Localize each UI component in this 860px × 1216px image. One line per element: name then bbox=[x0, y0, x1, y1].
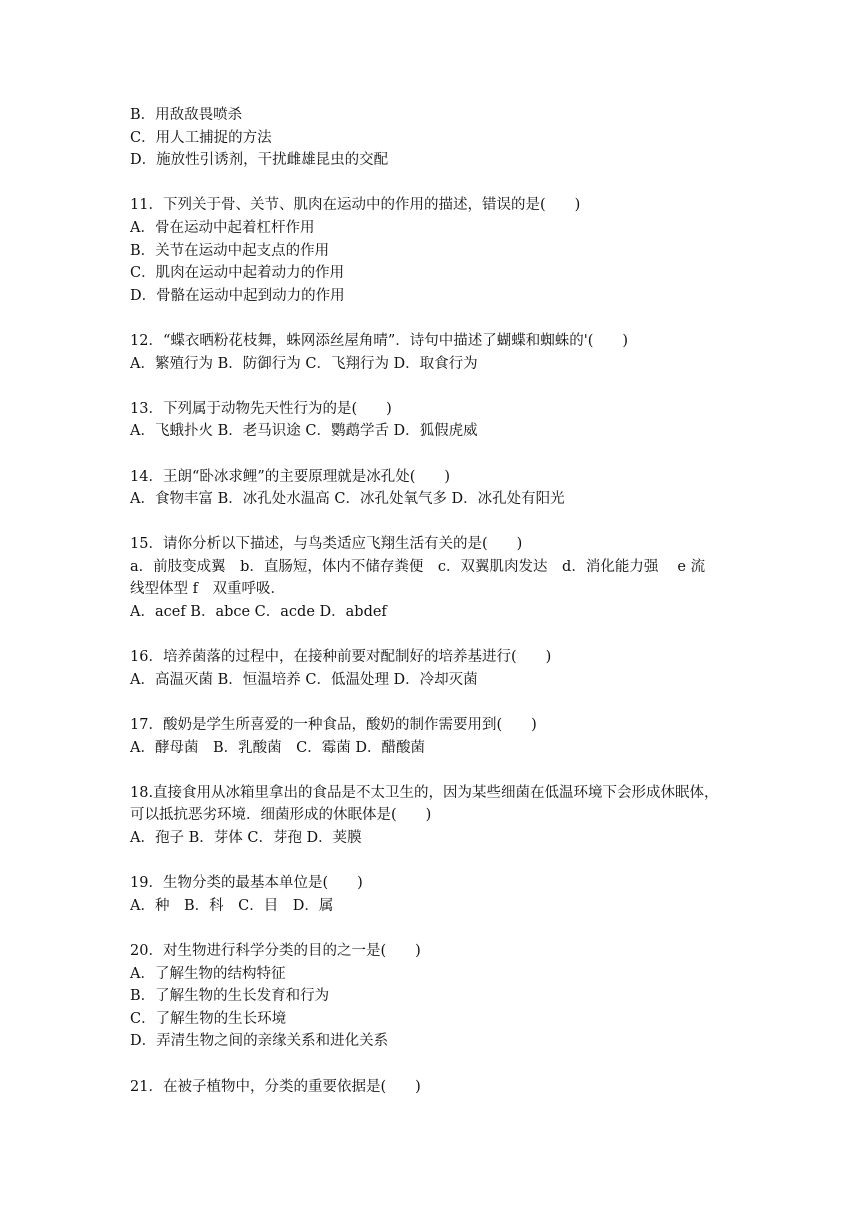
q19-options: A．种 B．科 C．目 D．属 bbox=[130, 897, 334, 914]
spacer bbox=[130, 1053, 730, 1076]
q14-stem: 14．王朗“卧冰求鲤”的主要原理就是冰孔处( ) bbox=[130, 468, 451, 485]
spacer bbox=[130, 307, 730, 330]
q13-stem: 13．下列属于动物先天性行为的是( ) bbox=[130, 400, 392, 417]
q12-options: A．繁殖行为 B．防御行为 C．飞翔行为 D．取食行为 bbox=[130, 355, 478, 372]
q12-stem: 12．“蝶衣晒粉花枝舞，蛛网添丝屋角晴”．诗句中描述了蝴蝶和蜘蛛的'( ) bbox=[130, 332, 629, 349]
spacer bbox=[130, 917, 730, 940]
q10-option-c: C．用人工捕捉的方法 bbox=[130, 129, 272, 146]
q18-stem-line-2: 可以抵抗恶劣环境．细菌形成的休眠体是( ) bbox=[130, 807, 432, 824]
spacer bbox=[130, 511, 730, 534]
spacer bbox=[130, 375, 730, 398]
q20-option-a: A．了解生物的结构特征 bbox=[130, 965, 286, 982]
spacer bbox=[130, 691, 730, 714]
q18-stem-line-1: 18.直接食用从冰箱里拿出的食品是不太卫生的，因为某些细菌在低温环境下会形成休眠体， bbox=[130, 784, 719, 801]
q17-stem: 17．酸奶是学生所喜爱的一种食品，酸奶的制作需要用到( ) bbox=[130, 717, 537, 734]
q11-option-c: C．肌肉在运动中起着动力的作用 bbox=[130, 265, 345, 282]
q11-option-b: B．关节在运动中起支点的作用 bbox=[130, 242, 330, 259]
spacer bbox=[130, 443, 730, 466]
q11-option-a: A．骨在运动中起着杠杆作用 bbox=[130, 219, 315, 236]
q20-option-c: C．了解生物的生长环境 bbox=[130, 1010, 287, 1027]
q15-options: A．acef B．abce C．acde D．abdef bbox=[130, 604, 387, 621]
q18-options: A．孢子 B．芽体 C．芽孢 D．荚膜 bbox=[130, 830, 362, 846]
q20-option-d: D．弄清生物之间的亲缘关系和进化关系 bbox=[130, 1033, 389, 1050]
q10-option-d: D．施放性引诱剂，干扰雌雄昆虫的交配 bbox=[130, 152, 389, 169]
q17-options: A．酵母菌 B．乳酸菌 C．霉菌 D．醋酸菌 bbox=[130, 739, 425, 756]
q15-description-line-2: 线型体型 f 双重呼吸． bbox=[130, 581, 285, 598]
q16-stem: 16．培养菌落的过程中，在接种前要对配制好的培养基进行( ) bbox=[130, 649, 552, 666]
q10-option-b: B．用敌敌畏喷杀 bbox=[130, 107, 243, 123]
spacer bbox=[130, 759, 730, 782]
q15-stem: 15．请你分析以下描述，与鸟类适应飞翔生活有关的是( ) bbox=[130, 536, 523, 553]
document-page bbox=[130, 104, 730, 1098]
q11-stem: 11．下列关于骨、关节、肌肉在运动中的作用的描述，错误的是( ) bbox=[130, 197, 581, 214]
spacer bbox=[130, 172, 730, 195]
spacer bbox=[130, 624, 730, 647]
q15-description-line-1: a．前肢变成翼 b．直肠短，体内不储存粪便 c．双翼肌肉发达 d．消化能力强 e 流 bbox=[130, 558, 706, 575]
spacer bbox=[130, 850, 730, 873]
q20-option-b: B．了解生物的生长发育和行为 bbox=[130, 988, 330, 1005]
q19-stem: 19．生物分类的最基本单位是( ) bbox=[130, 875, 363, 892]
q20-stem: 20．对生物进行科学分类的目的之一是( ) bbox=[130, 942, 421, 959]
q14-options: A．食物丰富 B．冰孔处水温高 C．冰孔处氧气多 D．冰孔处有阳光 bbox=[130, 491, 565, 508]
q21-stem: 21．在被子植物中，分类的重要依据是( ) bbox=[130, 1078, 421, 1095]
q11-option-d: D．骨骼在运动中起到动力的作用 bbox=[130, 287, 345, 304]
q13-options: A．飞蛾扑火 B．老马识途 C．鹦鹉学舌 D．狐假虎威 bbox=[130, 423, 478, 440]
q16-options: A．高温灭菌 B．恒温培养 C．低温处理 D．冷却灭菌 bbox=[130, 671, 478, 688]
